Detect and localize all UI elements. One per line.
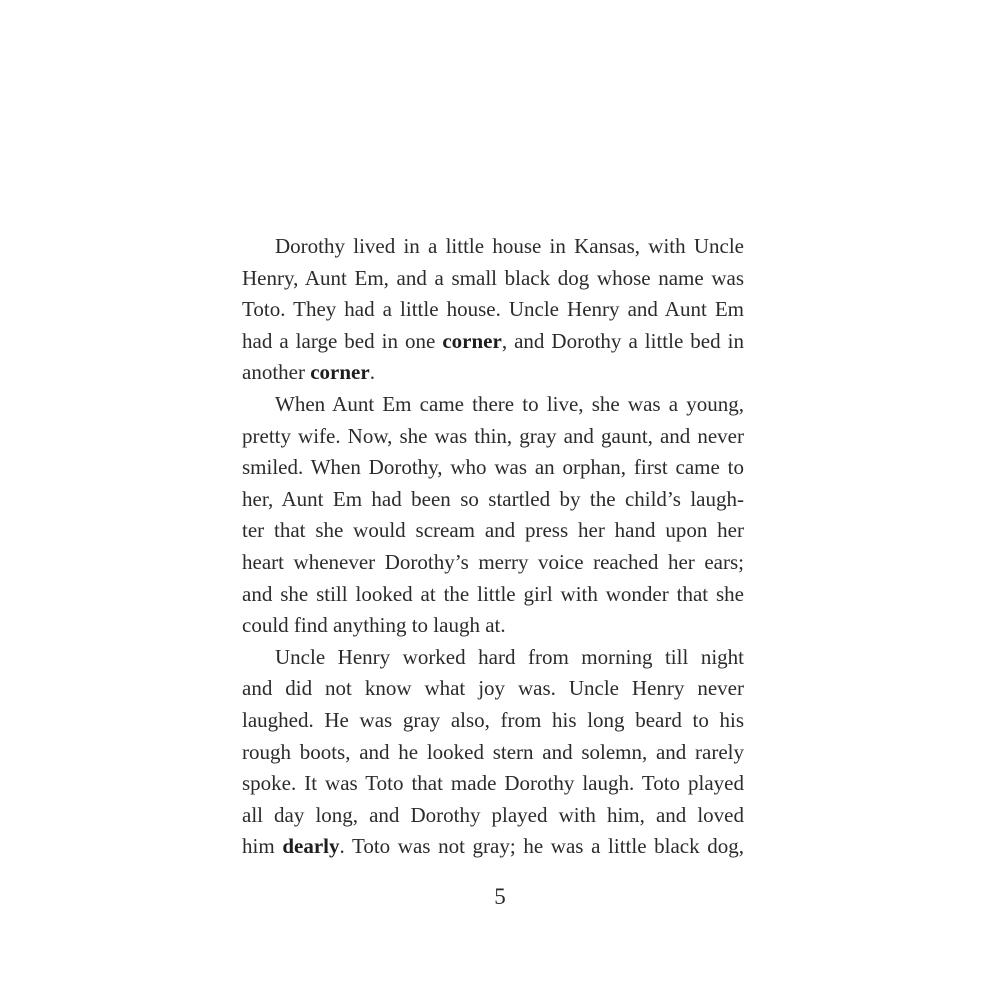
text-line (242, 737, 744, 769)
text-line (242, 294, 744, 326)
text-span: , and Dorothy a little bed in (501, 328, 744, 353)
bold-word: dearly (282, 834, 340, 859)
text-span: all day long, and Dorothy played with him, and loved (242, 802, 744, 827)
text-span: another (242, 360, 311, 385)
text-line (242, 421, 744, 453)
paragraph (242, 642, 744, 863)
text-line (242, 263, 744, 295)
text-line (242, 357, 744, 389)
text-line (242, 579, 744, 611)
text-span: pretty wife. Now, she was thin, gray and gaunt, and never (242, 423, 744, 448)
text-line (242, 452, 744, 484)
text-line (242, 800, 744, 832)
text-span: rough boots, and he looked stern and solemn, and rarely (242, 739, 744, 764)
text-span: smiled. When Dorothy, who was an orphan, first came to (242, 455, 744, 480)
text-line (242, 768, 744, 800)
bold-word: corner (442, 328, 502, 353)
paragraph (242, 389, 744, 642)
text-span: spoke. It was Toto that made Dorothy laugh. Toto played (242, 771, 744, 796)
text-line (242, 610, 744, 642)
text-line (242, 389, 744, 421)
text-line (242, 831, 744, 863)
text-line (242, 231, 744, 263)
text-span: Henry, Aunt Em, and a small black dog whose name was (242, 265, 744, 290)
text-span: heart whenever Dorothy’s merry voice reached her ears; (242, 549, 744, 574)
body-text (242, 231, 744, 863)
text-span: ter that she would scream and press her hand upon her (242, 518, 744, 543)
text-span: laughed. He was gray also, from his long beard to his (242, 707, 744, 732)
text-line (242, 547, 744, 579)
text-line (242, 484, 744, 516)
text-line (242, 326, 744, 358)
text-span: her, Aunt Em had been so startled by the child’s laugh- (242, 486, 744, 511)
text-span: Uncle Henry worked hard from morning till night (275, 644, 744, 669)
text-span: Dorothy lived in a little house in Kansas, with Uncle (275, 234, 744, 258)
text-line (242, 642, 744, 674)
text-span: could find anything to laugh at. (242, 613, 506, 638)
text-span: and did not know what joy was. Uncle Henry never (242, 676, 744, 701)
text-span: . (369, 360, 375, 385)
text-span: and she still looked at the little girl with wonder that she (242, 581, 744, 606)
paragraph (242, 231, 744, 389)
text-span: . Toto was not gray; he was a little black dog, (339, 834, 744, 859)
text-line (242, 515, 744, 547)
text-line (242, 705, 744, 737)
page-number: 5 (494, 884, 506, 909)
bold-word: corner (310, 360, 370, 385)
text-span: him (242, 834, 283, 859)
text-line (242, 673, 744, 705)
text-span: Toto. They had a little house. Uncle Henry and Aunt Em (242, 297, 744, 322)
text-span: When Aunt Em came there to live, she was a young, (275, 391, 744, 416)
text-span: had a large bed in one (242, 328, 443, 353)
